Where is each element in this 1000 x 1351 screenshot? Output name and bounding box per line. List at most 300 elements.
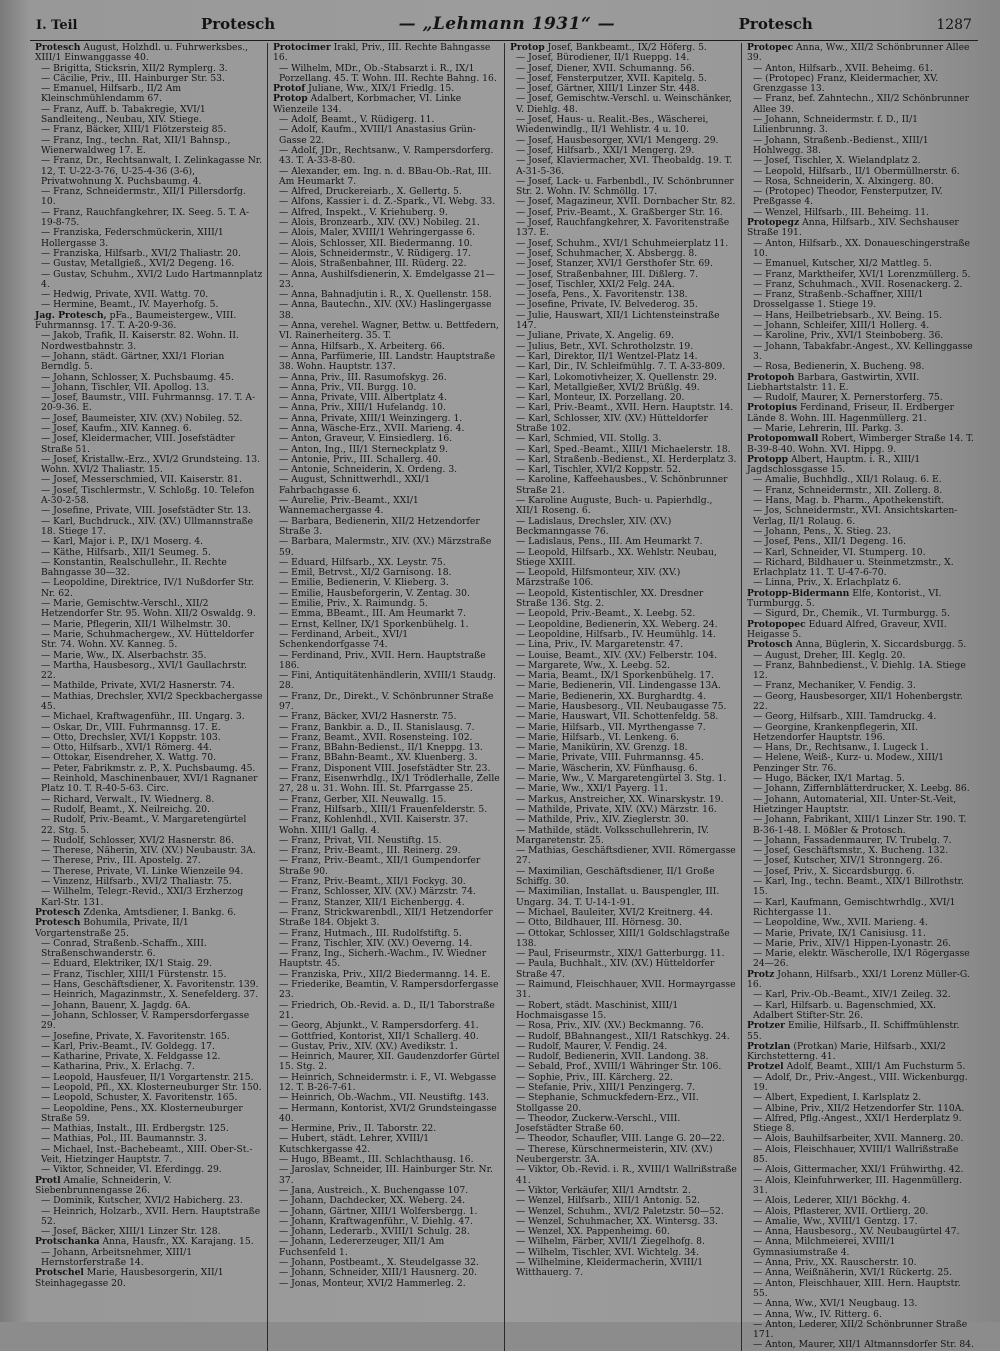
directory-entry [35,1268,263,1289]
entry-text: — Franz, Schneidermstr., XII/1 Pillersdorfg. 10. [41,186,246,208]
directory-entry [35,352,263,373]
entry-text: — Michael, Inst.-Bachebeamt., XIII. Ober-St.-Veit, Hietzinger Hauptstr. 7. [41,1143,253,1166]
entry-text: — Viktor, Schneider, VI. Eferdingg. 29. [41,1164,222,1176]
entry-text: — Julie, Hauswart, XII/1 Lichtensteinstraße 147. [516,309,720,332]
directory-entry [510,1165,737,1186]
entry-text: — Rudolf, Maurer, V. Fendig. 24. [516,1040,668,1052]
entry-text: — Albert, Expedient, I. Karlsplatz 2. [753,1092,922,1104]
entry-text: (Protkan) Marie, Hilfsarb., XXI/2 Kirchstetterng. 41. [747,1040,946,1063]
entry-text: — Anna, Hausbesorg., XV. Neubaugürtel 47. [753,1226,960,1238]
entry-text: — Marie, Ww., XXI/1 Payerg. 11. [516,783,668,795]
entry-surname: Jag. Protesch, [35,309,107,321]
directory-entry [35,105,263,126]
entry-text: — Josef, Tischler, XXI/2 Felg. 24A. [516,278,675,290]
entry-text: — Wilhelm, Tischler, XVI. Wichtelg. 34. [516,1246,699,1258]
column-4 [741,43,978,1351]
directory-entry [747,94,974,115]
entry-text: — Stephanie, Schmuckfedern-Erz., VII. Stollgasse 20. [516,1092,699,1114]
entry-text: — Franziska, Federschmückerin, XIII/1 Hollergasse 3. [41,227,224,249]
entry-surname: Protesch [35,917,81,929]
directory-entry [273,43,500,64]
entry-text: — Leopold, Pfl., XX. Klosterneuburger Str. 150. [41,1081,262,1093]
entry-text: — Jana, Austreich., X. Buchengasse 107. [279,1184,469,1196]
directory-entry [35,815,263,836]
directory-entry [35,393,263,414]
entry-text: — Rosa, Bedienerin, X. Bucheng. 98. [753,361,925,373]
entry-text: — Franz, Priv.-Beamt., XII/1 Gumpendorfer Straße 90. [279,855,481,877]
directory-entry [747,1001,974,1022]
entry-text: — Johann, Bauenr, X. Jagdg. 6A. [41,999,191,1011]
entry-text: — Franz, Priv.-Beamt., XII/1 Fockyg. 30. [279,876,466,888]
directory-entry [510,980,737,1001]
directory-entry [510,1114,737,1135]
entry-text: — Richard, Bildhauer u. Steinmetzmstr., X. Erlachplatz 11. T. U-47-6-70. [753,556,954,579]
entry-text: — Konstantin, Realschullehr., II. Rechte Bahngasse 30—32. [41,556,227,579]
entry-text: — Rudolf, Beamt., X. Neilreichg. 20. [41,803,210,815]
entry-surname: Protzer [747,1020,786,1032]
entry-text: — Franz, Privat, VII. Neustiftg. 15. [279,834,442,846]
entry-text: — Anton, Fleischhauer, XIII. Hern. Hauptstr. 55. [753,1277,961,1299]
entry-text: — Peter, Fabrikmstr. z. P., X. Puchsbaumg. 45. [41,762,256,774]
directory-entry [510,1093,737,1114]
entry-text: — Wenzel, Hilfsarb., XIII/1 Antonig. 52. [516,1195,700,1207]
entry-text: — Josef, Kleidermacher, VIII. Josefstädter Straße 51. [41,433,235,455]
entry-text: — Leopold, Kistentischler, XX. Dresdner Straße 136. Stg. 2. [516,587,704,610]
directory-entry [747,877,974,898]
entry-surname: Protopp [747,453,789,465]
directory-entry [747,74,974,95]
entry-text: — Karl, Lokomotivheizer, X. Quellenstr. 29. [516,371,717,383]
entry-text: — Alois, Pflasterer, XVII. Ortlierg. 20. [753,1205,929,1217]
entry-text: — Anna, Bautechn., XIV. (XV.) Haslingergasse 38. [279,299,492,321]
entry-text: pFa., Baumeistergew., VIII. Fuhrmannsg. 17. T. A-20-9-36. [35,309,237,332]
entry-text: — Wenzel, Hilfsarb., III. Beheimg. 11. [753,206,929,218]
directory-entry [510,1145,737,1166]
directory-entry [747,753,974,774]
entry-text: — Amalie, Buchhdlg., XII/1 Rolaug. 6. E. [753,474,942,486]
entry-text: — Karl, Sped.-Beamt., XIII/1 Michaelerstr. 18. [516,443,731,455]
directory-entry [747,898,974,919]
entry-text: — Anton, Graveur, V. Einsiedlerg. 16. [279,433,453,445]
entry-text: — (Protopec) Theodor, Fensterputzer, IV. Preßgasse 4. [753,186,943,208]
entry-text: — Eduard, Hilfsarb., XX. Leystr. 75. [279,556,446,568]
directory-entry [747,620,974,641]
directory-entry [747,136,974,157]
entry-text: — Hans, Dr., Rechtsanw., I. Lugeck 1. [753,742,929,754]
running-name-right: Protesch [738,15,813,33]
entry-text: — Franz, Tischler, XIV. (XV.) Oeverng. 14. [279,937,473,949]
directory-entry [273,125,500,146]
entry-text: — Rudolf, Priv.-Beamt., V. Margaretengürtel 22. Stg. 5. [41,814,247,836]
entry-text: — Hermann, Kontorist, XVI/2 Grundsteingasse 40. [279,1102,497,1124]
entry-text: Marie, Hausbesorgerin, XII/1 Steinhagegasse 20. [35,1267,224,1289]
entry-text: — Johann, Schlosser, X. Puchsbaumg. 45. [41,371,234,383]
directory-entry [747,455,974,476]
entry-text: — Hugo, BBeamt., III. Schlachthausg. 16. [279,1154,474,1166]
entry-text: — Martha, Hausbesorg., XVI/1 Gaullachrstr. 22. [41,659,247,682]
entry-text: — Franz, BBahn-Beamt., XV. Kluenberg. 3. [279,752,478,764]
entry-text: — Johann, Postbeamt., X. Steudelgasse 32. [279,1257,479,1269]
entry-text: — Maria, Beamt., IX/1 Sporkenbühelg. 17. [516,670,714,682]
entry-text: — Hermine, Priv., II. Taborstr. 22. [279,1123,437,1135]
entry-text: — Antonie, Priv., III. Schallerg. 40. [279,453,441,465]
entry-text: — Josef, Priv., X. Siccardsburgg. 6. [753,865,915,877]
directory-entry [35,661,263,682]
entry-text: Anna, Hausfr., XX. Karajang. 15. [102,1236,254,1248]
entry-text: — Marie, Private, VIII. Fuhrmannsg. 45. [516,752,704,764]
directory-entry [510,156,737,177]
entry-text: Barbara, Gastwirtin, XVII. Liebhartstalstr. 11. E. [747,371,920,393]
entry-text: — Ottokar, Eisendreher, X. Wattg. 70. [41,752,217,764]
entry-text: — Johann, Ziffernblätterdrucker, X. Leebg. 86. [753,783,970,795]
entry-text: — Josefa, Pens., X. Favoritenstr. 138. [516,289,688,301]
entry-text: — Leopold, Schuster, X. Favoritenstr. 165. [41,1092,238,1104]
entry-text: — Johann, Tischler, VII. Apollog. 13. [41,381,210,393]
entry-text: — Karl, Metallgießer, XVI/2 Brüßlg. 49. [516,381,700,393]
directory-entry [35,208,263,229]
entry-text: — Josefine, Private, VIII. Josefstädter Str. 13. [41,505,252,517]
entry-text: — Franz, Strickwarenbdl., XII/1 Hetzendorfer Straße 184. Objekt 3. [279,906,493,929]
directory-entry [747,1340,974,1350]
entry-text: — Karl, Ing., techn. Beamt., XIX/1 Billrothstr. 15. [753,876,964,898]
entry-text: — Karl, Buchdruck., XIV. (XV.) Ullmannstraße 18. Stiege 17. [41,515,254,537]
entry-text: — Josef, Messerschmied, VII. Kaiserstr. 81. [41,474,242,486]
entry-text: — Gustav, Metallgieß., XVI/2 Degeng. 16. [41,258,235,270]
entry-text: — Franz, Ing., techn. Rat, XII/1 Bahnsp., Wienerwaldweg 17. E. [41,134,231,156]
directory-entry [747,1176,974,1197]
directory-entry [747,290,974,311]
directory-entry [747,815,974,836]
entry-text: — Gottfried, Kontorist, XII/1 Schallerg. 40. [279,1030,479,1042]
entry-text: — Anna, Priv., III. Rasumofskyg. 26. [279,371,447,383]
entry-text: — Emanuel, Hilfsarb., II/2 Am Kleinschmühlendamm 67. [41,83,182,105]
directory-entry [273,1237,500,1258]
entry-text: — Emma, BBeamt., III. Am Heumarkt 7. [279,608,467,620]
entry-text: — Johann, Tabakfabr.-Angest., XV. Kellinggasse 3. [753,340,973,362]
entry-text: — Anna, Private, VIII. Albertplatz 4. [279,392,447,404]
entry-text: — Marie, Bedienerin, VII. Lindengasse 13A. [516,680,721,692]
directory-entry [747,1114,974,1135]
directory-entry [35,270,263,291]
directory-entry [35,1011,263,1032]
directory-entry [747,403,974,424]
entry-text: — Otto, Drechsler, XVI/1 Koppstr. 103. [41,731,221,743]
entry-text: — Jakob, Trafik, II. Kaiserstr. 82. Wohn. II. Nordwestbahnstr. 3. [41,330,239,352]
entry-text: — Fini, Antiquitätenhändlerin, XVIII/1 Staudg. 28. [279,670,496,692]
directory-entry [35,1104,263,1125]
entry-surname: Protl [35,1174,61,1186]
entry-text: — Mathias, Pol., III. Baumannstr. 3. [41,1133,207,1145]
directory-entry [510,115,737,136]
entry-text: — Anton, Hilfsarb., XX. Donaueschingerstraße 10. [753,237,970,259]
entry-text: — Marie, Priv., XIV/1 Hippen-Lyonastr. 26. [753,937,952,949]
directory-entry [510,177,737,198]
entry-text: — Hubert, städt. Lehrer, XVIII/1 Kutschkergasse 42. [279,1133,430,1155]
entry-text: — Johann, Gärtner, XIII/1 Wolfersbergg. 1. [279,1205,478,1217]
directory-entry [510,496,737,517]
directory-entry [273,94,500,115]
directory-entry [273,671,500,692]
entry-text: — Josef, Magazineur, XVII. Dornbacher Str. 82. [516,196,736,208]
entry-text: — Josef, Geschäftsmstr., X. Bucheng. 132. [753,845,949,857]
entry-text: — Josef, Kaufm., XIV. Kanneg. 6. [41,422,192,434]
entry-text: — Anna, Priv., XIII/1 Hufelandg. 10. [279,402,446,414]
entry-text: — Franziska, Priv., XII/2 Biedermanng. 14. E. [279,968,491,980]
entry-text: — Franz, Gerber, XII. Neuwallg. 15. [279,793,447,805]
entry-text: — Josefine, Private, IV. Belvederog. 35. [516,299,698,311]
directory-entry [273,270,500,291]
entry-text: — Josef, Baumeister, XIV. (XV.) Nobileg. 52. [41,412,243,424]
entry-text: — Barbara, Malermstr., XIV. (XV.) Märzstraße 59. [279,536,492,558]
directory-entry [35,1176,263,1197]
entry-text: — Alfred, Inspekt., V. Kriehuberg. 9. [279,206,448,218]
entry-text: — Johann, Lederarb., XVIII/1 Schulg. 28. [279,1226,470,1238]
directory-entry [35,599,263,620]
entry-text: — Anna, Ww., XVI/1 Neugbaug. 13. [753,1298,918,1310]
entry-surname: Protzel [747,1061,784,1073]
entry-text: — Adolf, Dr., Priv.-Angest., VIII. Wickenburgg. 19. [753,1071,968,1093]
directory-entry [35,887,263,908]
entry-text: — Therese, Priv., III. Apostelg. 27. [41,855,201,867]
entry-text: — Leopoldine, Direktrice, IV/1 Nußdorfer Str. Nr. 62. [41,577,255,599]
directory-entry [273,1073,500,1094]
directory-entry [35,434,263,455]
entry-text: — Josef, Baumstr., VIII. Fuhrmannsg. 17. T. A-20-9-36. E. [41,392,256,414]
entry-text: — Ottokar, Schlosser, XIII/1 Goldschlagstraße 138. [516,927,730,949]
part-label: I. Teil [36,18,78,33]
entry-text: Adalbert, Korbmacher, VI. Linke Wienzeile 134. [273,93,462,115]
entry-text: Josef, Bankbeamt., IX/2 Höferg. 5. [547,42,707,53]
entry-text: — Franz, Bäcker, XIII/1 Flötzersteig 85. [41,124,227,136]
directory-entry [273,321,500,342]
entry-text: August, Holzhdl. u. Fuhrwerksbes., XIII/1 Einwanggasse 40. [35,42,249,64]
entry-text: — Ladislaus, Pens., III. Am Heumarkt 7. [516,536,703,548]
entry-text: — Anna, Aushilfsdienerin, X. Emdelgasse 21—23. [279,268,495,290]
entry-surname: Protosch [747,639,793,651]
directory-entry [35,486,263,507]
entry-text: — Marie, Schuhmachergew., XV. Hütteldorfer Str. 74. Wohn. XV. Kanneg. 5. [41,628,254,651]
entry-text: — Marie, Lehrerin, III. Parkg. 3. [753,422,904,434]
directory-entry [273,64,500,85]
entry-text: — Josef, Pens., XII/1 Degeng. 16. [753,536,907,548]
directory-entry [35,331,263,352]
directory-entry [747,1320,974,1341]
entry-text: — Josef, Schuhmacher, X. Absbergg. 8. [516,247,698,259]
entry-text: — Josef, Gärtner, XIII/1 Linzer Str. 448. [516,83,700,95]
entry-text: — Franziska, Hilfsarb., XVI/2 Thaliastr. 20. [41,247,241,259]
entry-text: — Alois, Bauhilfsarbeiter, XVII. Mannerg. 20. [753,1133,964,1145]
directory-entry [35,1145,263,1166]
directory-entry [35,517,263,538]
directory-entry [273,815,500,836]
directory-entry [747,1073,974,1094]
entry-text: — Josef, Klaviermacher, XVI. Theobaldg. 19. T. A-31-5-36. [516,155,733,177]
entry-text: — Otto, Bildhauer, III. Hörnesg. 30. [516,917,682,929]
entry-text: — Josef, Hilfsarb., XXI/1 Mengerg. 29. [516,144,695,156]
directory-entry [273,1052,500,1073]
entry-text: — Aurelie, Priv.-Beamt., XXI/1 Wannemachergasse 4. [279,495,419,517]
entry-text: — Michael, Bauleiter, XVI/2 Kreitnerg. 44. [516,906,714,918]
entry-text: Bohumila, Private, II/1 Vorgartenstraße 25. [35,917,189,939]
entry-text: — Leopoldine, Bedienerin, XX. Weberg. 24. [516,618,718,630]
entry-text: — Rudolf, BBahnangest., XII/1 Ratschkyg. 24. [516,1030,730,1042]
directory-entry [273,651,500,672]
directory-entry [510,517,737,538]
entry-text: — Lina, Priv., IV. Margaretenstr. 47. [516,639,684,651]
entry-text: — Franz, Schlosser, XIV. (XV.) Märzstr. 74. [279,886,476,898]
entry-text: — Raimund, Fleischhauer, XVII. Hormayrgasse 31. [516,979,736,1001]
entry-text: — Anna, Priv., XX. Rauscherstr. 10. [753,1257,917,1269]
entry-text: — Anna, Bahnadjutin i. R., X. Quellenstr. 158. [279,289,492,301]
entry-text: — Josefine, Private, X. Favoritenstr. 165. [41,1030,230,1042]
entry-text: — Anna, Private, XIII/1 Weinzingerg. 1. [279,412,463,424]
column-1 [30,43,267,1351]
entry-text: — Leopold, Hilfsmonteur, XIV. (XV.) Märzstraße 106. [516,567,681,589]
entry-text: — Reinhold, Maschinenbauer, XVI/1 Ragnaner Platz 10. T. R-40-5-63. Circ. [41,773,258,795]
directory-entry [273,774,500,795]
entry-text: — Ernst, Kellner, IX/1 Sporkenbühelg. 1. [279,618,469,630]
page-number: 1287 [936,17,972,33]
entry-text: — Johann, Automaterial, XII. Unter-St.-Veit, Hietzinger Hauptstr. [753,793,957,815]
entry-text: — Johann, städt. Gärtner, XXI/1 Florian Berndlg. 5. [41,350,225,373]
directory-entry [510,846,737,867]
entry-text: — Wilhelm, Färber, XVII/1 Ziegelhofg. 8. [516,1236,705,1248]
entry-text: — Georg, Hilfsarb., XIII. Tamdruckg. 4. [753,711,937,723]
entry-text: — Johann, Schleifer, XIII/1 Hollerg. 4. [753,320,930,332]
entry-text: — Josef, Priv.-Beamt., X. Graßberger Str. 16. [516,206,723,218]
entry-text: Anna, Büglerin, X. Siccardsburgg. 5. [795,639,967,651]
directory-entry [747,1237,974,1258]
directory-entry [273,146,500,167]
directory-entry [273,167,500,188]
entry-text: — Karl, Schmied, VII. Stollg. 3. [516,433,662,445]
directory-entry [747,723,974,744]
entry-text: — Barbara, Bedienerin, XII/2 Hetzendorfer Straße 3. [279,515,480,537]
entry-text: — Johann, Schneidermstr. f. D., II/1 Lilienbrunng. 3. [753,114,919,136]
entry-text: — Alois, Schlosser, XII. Biedermanng. 10. [279,237,473,249]
entry-text: — Johann, Kraftwagenführ., V. Diehlg. 47. [279,1215,473,1227]
running-name-left: Protesch [200,15,276,33]
directory-entry [273,1165,500,1186]
entry-text: — Oskar, Dr., VIII. Fuhrmannsg. 17. E. [41,721,221,733]
entry-text: — Marie, Hauswart, VII. Schottenfeldg. 58. [516,711,719,723]
page-header [30,14,978,41]
entry-text: — Josef, Gemischtw.-Verschl. u. Weinschänker, V. Diehlg. 48. [516,93,732,115]
entry-text: — Franz, BBahn-Bedienst., II/1 Kneppg. 13. [279,742,483,754]
directory-entry [747,218,974,239]
entry-text: — Linna, Priv., X. Erlachplatz 6. [753,577,902,589]
entry-text: — Josef, Stanzer, XVI/1 Gersthofer Str. 69. [516,258,713,270]
entry-text: — Marie, Ww., V. Margaretengürtel 3. Stg. 1. [516,773,727,785]
entry-text: Eduard Alfred, Graveur, XVII. Heigasse 5. [747,618,947,640]
entry-text: — Karoline, Kaffeehausbes., V. Schönbrunner Straße 21. [516,474,728,496]
directory-entry [35,43,263,64]
entry-text: — Mathilde, Private, XVI/2 Hasnerstr. 74. [41,680,235,692]
entry-text: — Marie, Hilfsarb., VI. Lenkeng. 6. [516,731,680,743]
entry-text: — Karoline, Priv., XVI/1 Steinboberg. 36. [753,330,944,342]
entry-text: — Johann, Fassadenmaurer, IV. Trubelg. 7. [753,834,952,846]
entry-text: — Anton, Lederer, XII/2 Schönbrunner Straße 171. [753,1318,968,1341]
entry-text: — Johann, Fabrikant, XIII/1 Linzer Str. 190. T. B-36-1-48. I. Mößler & Protosch. [753,814,967,836]
entry-text: — Stefanie, Priv., XIII/1 Penzingerg. 7. [516,1081,696,1093]
directory-entry [273,949,500,970]
directory-entry [35,630,263,651]
entry-text: — Brigitta, Sticksrin, XII/2 Rymplerg. 3. [41,62,228,74]
directory-entry [747,1042,974,1063]
entry-text: — Heinrich, Maurer, XII. Gaudenzdorfer Gürtel 15. Stg. 2. [279,1051,500,1073]
entry-text: — Leopold, Hilfsarb., II/1 Obermüllnerstr. 6. [753,165,960,177]
entry-text: — Therese, Private, VI. Linke Wienzeile 94. [41,865,244,877]
entry-text: — Josef, Haus- u. Realit.-Bes., Wäscherei, Wiedenwindlg., II/1 Wehlistr. 4 u. 10. [516,114,709,136]
entry-text: — Ferdinand, Arbeit., XVI/1 Schenkendorfgasse 74. [279,628,409,651]
entry-text: — Heinrich, Holzarb., XVII. Hern. Hauptstraße 52. [41,1205,261,1227]
directory-entry [510,311,737,332]
entry-text: — Hedwig, Private, XVII. Wattg. 70. [41,289,209,301]
directory-entry [273,517,500,538]
directory-entry [273,1279,500,1289]
entry-text: — Jos, Schneidermstr., XVI. Ansichtskarten-Verlag, II/1 Rolaug. 6. [753,505,958,527]
entry-text: — Wenzel, Schuhmacher, XX. Wintersg. 33. [516,1215,718,1227]
column-3 [504,43,741,1351]
directory-entry [747,434,974,455]
directory-entry [35,228,263,249]
directory-entry [510,568,737,589]
entry-text: Amalie, Schneiderin, V. Siebenbrunnengasse 26. [35,1174,172,1196]
entry-text: — Rudolf, Bedienerin, XVII. Landong. 38. [516,1051,709,1063]
directory-entry [510,887,737,908]
entry-text: — Friedrich, Ob.-Revid. a. D., II/1 Taborstraße 21. [279,999,495,1021]
entry-text: — Franz, Stanzer, XII/1 Eichenbergg. 4. [279,896,465,908]
entry-text: Elfe, Kontorist., VI. Turmburgg. 5. [747,587,942,610]
entry-text: — Leopoldine, Pens., XX. Klosterneuburger Straße 59. [41,1102,243,1124]
entry-text: — Karl, Priv.-Beamt., XVII. Hern. Hauptstr. 14. [516,402,734,414]
directory-entry [510,959,737,980]
entry-text: — Marie, Hausbesorg., VII. Neubaugasse 75. [516,701,727,712]
entry-text: — Katharine, Private, X. Feldgasse 12. [41,1051,221,1063]
entry-text: — Käthe, Hilfsarb., XII/1 Seumeg. 5. [41,546,211,558]
entry-surname: Protesch [35,906,81,918]
entry-text: — Sigurd, Dr., Chemik., VI. Turmburgg. 5. [753,608,950,620]
directory-entry [747,970,974,991]
entry-text: — Friederike, Beamtin, V. Rampersdorfergasse 23. [279,979,499,1001]
directory-entry [35,578,263,599]
entry-text: — Louise, Beamt., XIV. (XV.) Felberstr. 104. [516,649,718,661]
entry-text: — Franz, Disponent VIII. Josefstädter Str. 23. [279,762,491,774]
entry-text: — Alfons, Kassier i. d. Z.-Spark., VI. Webg. 33. [279,196,496,208]
entry-text: — Mathias, Drechsler, XVI/2 Speckbachergasse 45. [41,690,263,712]
directory-entry [510,589,737,610]
entry-text: — Johann, Dachdecker, XX. Weberg. 24. [279,1195,466,1207]
entry-text: — Mathilde, Priv., XIV. Zieglerstr. 30. [516,814,689,826]
entry-text: — Wenzel, XX. Pappenheimg. 60. [516,1226,670,1238]
entry-text: — Franz, Hilfsarb., XIII/1 Frauenfelderstr. 5. [279,803,488,815]
entry-text: — Leopoldine, Ww., XVII. Marieng. 4. [753,917,928,929]
directory-entry [747,692,974,713]
entry-text: — Alois, Gittermacher, XXI/1 Frühwirthg. 42. [753,1164,964,1176]
entry-text: — Heinrich, Magazinmstr., X. Senefelderg. 37. [41,989,259,1001]
entry-text: — Josef, Schuhm., XVI/1 Schuhmeierplatz 11. [516,237,729,249]
entry-text: — Rosa, Priv., XIV. (XV.) Beckmanng. 76. [516,1020,704,1032]
entry-text: — Alois, Schneidermstr., V. Rüdigerg. 17. [279,247,471,259]
entry-text: — Leopold, Hilfsarb., XX. Wehlstr. Neubau, Stiege XXIII. [516,546,717,568]
entry-text: — August, Schnittwerhdl., XXI/1 Fahrbachgasse 6. [279,474,431,496]
directory-entry [510,867,737,888]
entry-text: — Wenzel, Schuhm., XVI/2 Paletzstr. 50—52. [516,1205,724,1217]
entry-text: — Franz, Beamt., XVII. Rosensteing. 102. [279,731,473,743]
entry-surname: Protop [510,42,545,53]
entry-text: — Rosa, Schneiderin, X. Alxingerg. 80. [753,175,934,187]
directory-entry [747,506,974,527]
